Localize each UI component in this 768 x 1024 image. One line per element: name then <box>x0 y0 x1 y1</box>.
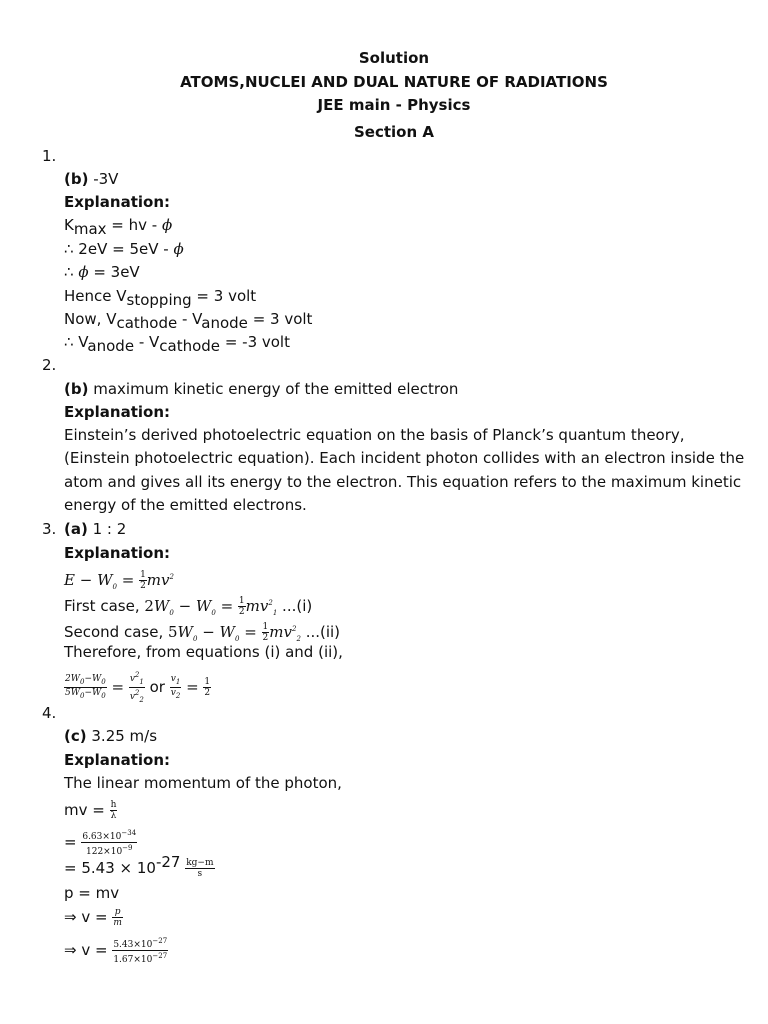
explanation-label-text: Explanation: <box>64 751 171 769</box>
eq-text: or <box>144 677 170 696</box>
question-number: 2. <box>42 356 57 374</box>
fraction <box>110 800 118 821</box>
eq-subscript: cathode <box>116 314 178 332</box>
eq-text: ∴ V <box>64 333 88 351</box>
eq-text: ⇒ v = <box>64 908 113 926</box>
fraction <box>112 936 168 965</box>
fraction-numerator: kg−m <box>186 858 214 868</box>
explanation-label-text: Explanation: <box>64 193 171 211</box>
eq-text: = 3 volt <box>191 287 257 305</box>
fraction-exponent: −27 <box>152 937 168 945</box>
fraction-denominator: λ <box>110 811 117 821</box>
math-expression: $mv^2$ <box>146 571 174 589</box>
eq-text: = 3 volt <box>247 310 313 328</box>
equation-line <box>64 568 174 596</box>
math-expression: $mv^2_1$ <box>245 597 278 617</box>
explanation-label-text: Explanation: <box>64 403 171 421</box>
question-number: 1. <box>42 147 57 165</box>
eq-text: - V <box>177 310 202 328</box>
answer-line <box>64 727 157 745</box>
math-expression: $W_0$ <box>177 623 198 643</box>
equation-line <box>64 936 168 965</box>
eq-tag: ...(i) <box>277 597 313 615</box>
eq-subscript: anode <box>201 314 248 332</box>
math-operator: = <box>181 677 204 696</box>
answer-text: -3V <box>88 170 119 188</box>
eq-text: mv = <box>64 801 110 819</box>
explanation-paragraph: Einstein’s derived photoelectric equation on the basis of Planck’s quantum theory, (Einstein photoelectric equation). Each incident photon collides with an electron inside the atom and gives all its energy to the electron. This equation refers to the maximum kinetic energy of the emitted electrons. <box>64 426 745 514</box>
fraction: $\frac{1}{2}$ <box>262 622 269 643</box>
answer-text: 1 : 2 <box>87 520 127 538</box>
math-operator: − <box>197 623 220 641</box>
answer-option: (b) <box>64 170 89 188</box>
phi-symbol: ϕ <box>161 216 173 234</box>
fraction-numerator: 5.43×10 <box>113 940 153 950</box>
answer-text: 3.25 m/s <box>86 727 158 745</box>
answer-option: (a) <box>64 520 88 538</box>
fraction-exponent: −9 <box>122 844 133 852</box>
math-expression: $W_0$ <box>219 623 240 643</box>
equation-line <box>64 800 117 821</box>
section-title: Section A <box>354 123 434 141</box>
equation-line <box>64 310 313 332</box>
exam-subject: JEE main - Physics <box>317 96 471 114</box>
equation-line <box>64 670 211 705</box>
math-expression: $W_0$ <box>195 597 216 617</box>
eq-text: ∴ 2eV = 5eV - <box>64 240 174 258</box>
explanation-label-text: Explanation: <box>64 544 171 562</box>
fraction-exponent: −34 <box>121 829 137 837</box>
math-operator: = <box>116 571 140 589</box>
eq-subscript: max <box>73 220 107 238</box>
explanation-label <box>64 193 170 211</box>
answer-line <box>64 170 118 188</box>
equation-line <box>64 287 257 309</box>
equation-line <box>64 333 290 355</box>
fraction-exponent: −27 <box>152 952 168 960</box>
math-expression: E <box>64 571 75 589</box>
equation-line <box>64 594 312 622</box>
fraction <box>112 907 123 928</box>
explanation-label <box>64 403 170 421</box>
answer-line <box>64 520 126 538</box>
eq-text: ⇒ v = <box>64 941 113 959</box>
eq-text: ∴ <box>64 263 79 281</box>
fraction-denominator: 1.67×10 <box>113 955 153 965</box>
equation-line <box>64 907 123 928</box>
fraction: $\frac{1}{2}$ <box>204 676 211 698</box>
math-expression: 5 <box>168 623 178 641</box>
fraction-numerator: p <box>112 907 123 918</box>
math-operator: − <box>74 571 98 589</box>
math-operator: = <box>239 623 262 641</box>
equation-line <box>64 853 215 879</box>
eq-text: = -3 volt <box>220 333 290 351</box>
math-expression: 2 <box>144 597 154 615</box>
fraction-denominator: m <box>113 918 122 928</box>
eq-text: K <box>64 216 74 234</box>
text-line: The linear momentum of the photon, <box>64 774 342 792</box>
fraction-denominator: s <box>197 869 203 879</box>
fraction-denominator: 122×10 <box>86 847 123 857</box>
equation-line <box>64 263 140 281</box>
eq-text: - V <box>134 333 160 351</box>
answer-line <box>64 380 458 398</box>
fraction-numerator: h <box>110 800 117 810</box>
fraction: $\frac{2W_0-W_0}{5W_0-W_0}$ <box>65 674 106 700</box>
math-expression: $W_0$ <box>153 597 174 617</box>
eq-text: = <box>64 833 82 851</box>
math-operator: = <box>215 597 238 615</box>
eq-text: Now, V <box>64 310 117 328</box>
phi-symbol: ϕ <box>173 240 184 258</box>
explanation-label <box>64 751 170 769</box>
text-line: Therefore, from equations (i) and (ii), <box>64 643 343 661</box>
fraction-numerator: 6.63×10 <box>82 832 122 842</box>
fraction: $\frac{v^2_1}{v^2_2}$ <box>129 671 144 704</box>
fraction: $\frac{1}{2}$ <box>238 596 245 617</box>
eq-subscript: stopping <box>126 291 192 309</box>
phi-symbol: ϕ <box>78 263 89 281</box>
eq-text: = 5.43 × 10 <box>64 859 156 877</box>
unit-fraction <box>185 858 214 879</box>
question-number: 3. <box>42 520 57 538</box>
fraction: $\frac{1}{2}$ <box>140 570 146 591</box>
math-operator: − <box>173 597 196 615</box>
chapter-title: ATOMS,NUCLEI AND DUAL NATURE OF RADIATIONS <box>180 73 608 91</box>
eq-subscript: cathode <box>159 337 221 355</box>
eq-subscript: anode <box>87 337 135 355</box>
eq-text: Second case, <box>64 623 168 641</box>
equation-line <box>64 216 173 238</box>
equation-line <box>64 240 184 258</box>
math-expression: $mv^2_2$ <box>269 623 301 643</box>
question-number: 4. <box>42 704 57 722</box>
eq-tag: ...(ii) <box>300 623 341 641</box>
eq-text: = hv - <box>106 216 162 234</box>
explanation-label <box>64 544 170 562</box>
answer-option: (b) <box>64 380 89 398</box>
eq-text: Hence V <box>64 287 127 305</box>
math-operator: = <box>106 677 129 696</box>
fraction: $\frac{v_1}{v_2}$ <box>170 674 181 700</box>
answer-text: maximum kinetic energy of the emitted electron <box>88 380 459 398</box>
math-expression: $W_0$ <box>97 571 117 591</box>
equation-line <box>64 828 137 857</box>
eq-text: First case, <box>64 597 145 615</box>
answer-option: (c) <box>64 727 87 745</box>
doc-title: Solution <box>358 49 430 67</box>
equation-line: p = mv <box>64 884 120 902</box>
fraction <box>81 828 137 857</box>
eq-superscript: -27 <box>155 853 181 871</box>
eq-text: = 3eV <box>88 263 140 281</box>
